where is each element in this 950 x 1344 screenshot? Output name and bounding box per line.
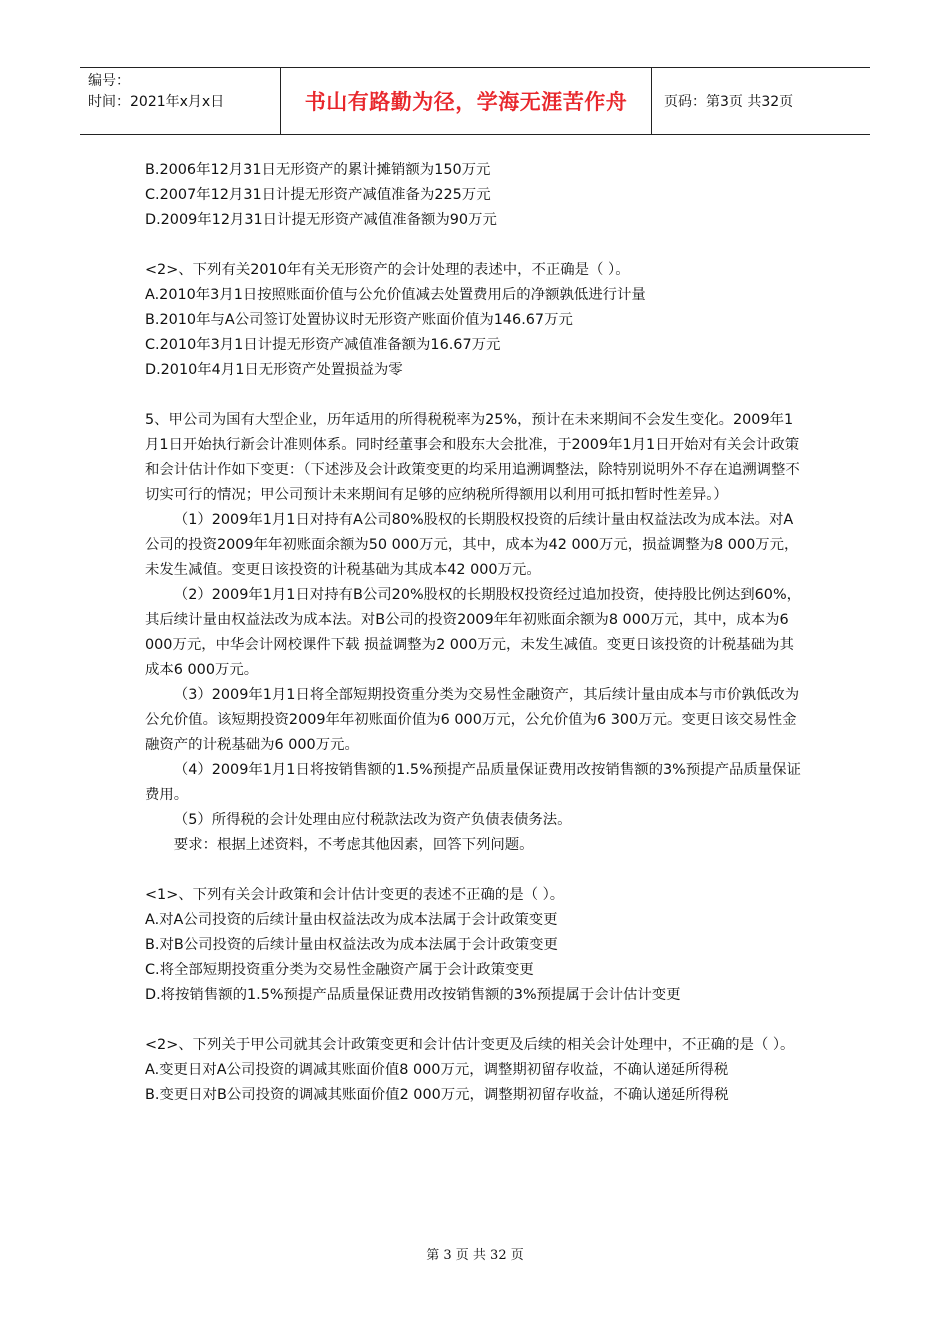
paragraph: D.将按销售额的1.5%预提产品质量保证费用改按销售额的3%预提属于会计估计变更 bbox=[145, 987, 681, 1003]
paragraph: （3）2009年1月1日将全部短期投资重分类为交易性金融资产，其后续计量由成本与市价孰低改为公允价值。该短期投资2009年年初账面价值为6 000万元，公允价值为6 300万元。变更日该交易性金融资产的计税基础为6 000万元。 bbox=[145, 687, 800, 753]
paragraph: B.2010年与A公司签订处置协议时无形资产账面价值为146.67万元 bbox=[145, 312, 573, 328]
paragraph: B.对B公司投资的后续计量由权益法改为成本法属于会计政策变更 bbox=[145, 937, 558, 953]
paragraph-spacer bbox=[145, 858, 805, 883]
paragraph: A.2010年3月1日按照账面价值与公允价值减去处置费用后的净额孰低进行计量 bbox=[145, 287, 646, 303]
paragraph: 5、甲公司为国有大型企业，历年适用的所得税税率为25%，预计在未来期间不会发生变化。2009年1月1日开始执行新会计准则体系。同时经董事会和股东大会批准，于2009年1月1日开始对有关会计政策和会计估计作如下变更：（下述涉及会计政策变更的均采用追溯调整法，除特别说明外不存在追溯调整不切实可行的情况；甲公司预计未来期间有足够的应纳税所得额用以利用可抵扣暂时性差异。） bbox=[145, 412, 800, 503]
header-page-info: 页码：第3页 共32页 bbox=[664, 94, 794, 110]
paragraph-spacer bbox=[145, 383, 805, 408]
header-motto: 书山有路勤为径，学海无涯苦作舟 bbox=[304, 90, 628, 114]
document-date-label: 时间：2021年x月x日 bbox=[88, 94, 225, 110]
document-number-label: 编号： bbox=[88, 73, 130, 89]
page-footer: 第 3 页 共 32 页 bbox=[426, 1248, 524, 1263]
paragraph: （4）2009年1月1日将按销售额的1.5%预提产品质量保证费用改按销售额的3%预提产品质量保证费用。 bbox=[145, 762, 801, 803]
paragraph: A.变更日对A公司投资的调减其账面价值8 000万元，调整期初留存收益，不确认递延所得税 bbox=[145, 1062, 729, 1078]
paragraph: （1）2009年1月1日对持有A公司80%股权的长期股权投资的后续计量由权益法改为成本法。对A公司的投资2009年年初账面余额为50 000万元，其中，成本为42 000万元，损益调整为8 000万元，未发生减值。变更日该投资的计税基础为其成本42 000万元。 bbox=[145, 512, 799, 578]
paragraph: <2>、下列关于甲公司就其会计政策变更和会计估计变更及后续的相关会计处理中，不正确的是（ ）。 bbox=[145, 1037, 795, 1053]
paragraph: （5）所得税的会计处理由应付税款法改为资产负债表债务法。 bbox=[173, 812, 572, 828]
paragraph: C.2007年12月31日计提无形资产减值准备为225万元 bbox=[145, 187, 491, 203]
paragraph: D.2010年4月1日无形资产处置损益为零 bbox=[145, 362, 403, 378]
paragraph-spacer bbox=[145, 233, 805, 258]
page-header bbox=[80, 67, 870, 135]
paragraph: （2）2009年1月1日对持有B公司20%股权的长期股权投资经过追加投资，使持股比例达到60%，其后续计量由权益法改为成本法。对B公司的投资2009年年初账面余额为8 000万元，其中，成本为6 000万元，中华会计网校课件下载 损益调整为2 000万元，未发生减值。变更日该投资的计税基础为其成本6 000万元。 bbox=[145, 587, 802, 678]
paragraph: D.2009年12月31日计提无形资产减值准备额为90万元 bbox=[145, 212, 497, 228]
paragraph: B.变更日对B公司投资的调减其账面价值2 000万元，调整期初留存收益，不确认递延所得税 bbox=[145, 1087, 729, 1103]
paragraph: <2>、下列有关2010年有关无形资产的会计处理的表述中，不正确是（ ）。 bbox=[145, 262, 630, 278]
paragraph: C.将全部短期投资重分类为交易性金融资产属于会计政策变更 bbox=[145, 962, 534, 978]
header-meta bbox=[80, 68, 280, 134]
paragraph: B.2006年12月31日无形资产的累计摊销额为150万元 bbox=[145, 162, 491, 178]
header-motto-cell bbox=[280, 68, 652, 134]
paragraph: C.2010年3月1日计提无形资产减值准备额为16.67万元 bbox=[145, 337, 501, 353]
paragraph: <1>、下列有关会计政策和会计估计变更的表述不正确的是（ ）。 bbox=[145, 887, 565, 903]
document-body bbox=[145, 158, 805, 1108]
paragraph: 要求：根据上述资料，不考虑其他因素，回答下列问题。 bbox=[173, 837, 534, 853]
paragraph-spacer bbox=[145, 1008, 805, 1033]
header-page-info-cell bbox=[652, 68, 870, 134]
paragraph: A.对A公司投资的后续计量由权益法改为成本法属于会计政策变更 bbox=[145, 912, 558, 928]
